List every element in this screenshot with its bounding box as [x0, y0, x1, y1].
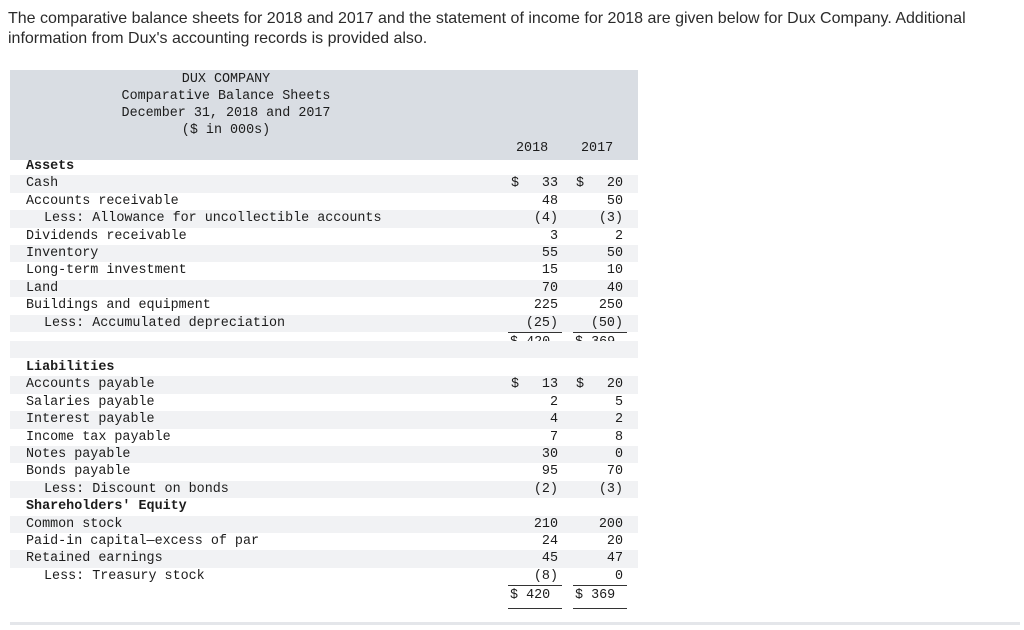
table-row: [10, 262, 638, 279]
column-2017: 2017: [581, 141, 614, 156]
table-row: [10, 245, 638, 262]
value-2018: 30: [541, 447, 558, 462]
value-2018: (2): [533, 481, 558, 497]
value-2017: 0: [614, 447, 623, 462]
row-label: Common stock: [26, 516, 123, 532]
table-row: [10, 193, 638, 210]
value-2018: 7: [549, 429, 558, 445]
value-2017: (50): [590, 315, 623, 331]
table-row: [10, 429, 638, 446]
row-label: Accounts payable: [26, 377, 155, 393]
table-row: [10, 446, 638, 463]
double-underline-2018: [508, 608, 562, 609]
value-2017: 0: [614, 568, 623, 584]
blank-row: [10, 341, 638, 358]
value-2018: 3: [549, 228, 558, 244]
value-2018: 48: [541, 193, 558, 209]
row-label: Buildings and equipment: [26, 298, 211, 314]
value-2018: (8): [533, 568, 558, 584]
problem-intro-text: The comparative balance sheets for 2018 and 2017 and the statement of income for 2018 are given below for Dux Company. Additional information from Dux's accounting records is provided also.: [8, 10, 966, 47]
currency-sign-2017: $: [576, 176, 585, 192]
balance-sheet-table: [10, 70, 638, 622]
row-label: Income tax payable: [26, 429, 171, 445]
value-2017: 47: [606, 551, 623, 567]
row-label: Salaries payable: [26, 394, 155, 410]
table-row: [10, 315, 638, 332]
row-label: Cash: [26, 176, 59, 192]
table-row: [10, 568, 638, 585]
row-label: Less: Discount on bonds: [44, 481, 229, 497]
table-row: [10, 481, 638, 498]
underline-2017: [573, 332, 627, 333]
table-row: [10, 376, 638, 393]
value-2018: 95: [541, 464, 558, 480]
row-label: Paid-in capital—excess of par: [26, 534, 260, 549]
equity-heading-row: [10, 498, 638, 515]
value-2017: 2: [614, 412, 623, 428]
row-label: Long-term investment: [26, 263, 187, 279]
company-name: DUX COMPANY: [181, 72, 271, 87]
value-2017: 5: [614, 394, 623, 410]
total-2018: $ 420: [510, 588, 551, 604]
table-row: [10, 175, 638, 192]
value-2017: 2: [614, 228, 623, 244]
value-2018: (25): [525, 315, 558, 331]
value-2017: 20: [606, 377, 623, 393]
bottom-divider: [10, 622, 1020, 625]
value-2018: 24: [541, 534, 558, 549]
currency-sign-2018: $: [511, 176, 520, 192]
row-label: Interest payable: [26, 412, 155, 428]
underline-2018: [508, 332, 562, 333]
value-2018: 4: [549, 412, 558, 428]
value-2018: 13: [541, 377, 558, 393]
value-2017: 10: [606, 263, 623, 279]
row-label: Less: Accumulated depreciation: [44, 315, 286, 331]
table-row: [10, 280, 638, 297]
assets-heading-row: [10, 158, 638, 175]
liabilities-equity-total-row: [10, 587, 638, 604]
value-2018: 210: [533, 516, 558, 532]
column-2018: 2018: [516, 141, 549, 156]
table-row: [10, 411, 638, 428]
liabilities-heading-row: [10, 359, 638, 376]
value-2017: 200: [598, 516, 623, 532]
liabilities-heading: Liabilities: [26, 360, 115, 375]
table-row: [10, 394, 638, 411]
row-label: Accounts receivable: [26, 193, 179, 209]
value-2017: 250: [598, 298, 623, 314]
column-header-row: [10, 140, 638, 160]
table-row: [10, 228, 638, 245]
table-row: [10, 463, 638, 480]
assets-heading: Assets: [26, 159, 75, 174]
value-2018: 55: [541, 246, 558, 261]
value-2017: 20: [606, 176, 623, 192]
row-label: Less: Allowance for uncollectible accounts: [44, 211, 382, 227]
row-label: Land: [26, 280, 59, 296]
value-2017: (3): [598, 211, 623, 227]
value-2017: 20: [606, 534, 623, 549]
statement-date: December 31, 2018 and 2017: [121, 106, 331, 121]
table-row: [10, 297, 638, 314]
row-label: Bonds payable: [26, 464, 131, 480]
table-row: [10, 533, 638, 550]
value-2017: 50: [606, 193, 623, 209]
underline-2017: [573, 585, 627, 586]
row-label: Less: Treasury stock: [44, 568, 205, 584]
total-2017: $ 369: [575, 588, 616, 604]
equity-heading: Shareholders' Equity: [26, 499, 187, 515]
row-label: Inventory: [26, 246, 99, 261]
double-underline-2017: [573, 608, 627, 609]
unit-note: ($ in 000s): [181, 123, 271, 138]
table-row: [10, 516, 638, 533]
statement-title: Comparative Balance Sheets: [121, 89, 331, 104]
value-2017: 50: [606, 246, 623, 261]
value-2018: (4): [533, 211, 558, 227]
table-row: [10, 550, 638, 567]
currency-sign-2018: $: [511, 377, 520, 393]
value-2017: 70: [606, 464, 623, 480]
value-2017: (3): [598, 481, 623, 497]
value-2018: 45: [541, 551, 558, 567]
row-label: Retained earnings: [26, 551, 163, 567]
value-2017: 40: [606, 280, 623, 296]
value-2018: 2: [549, 394, 558, 410]
value-2018: 15: [541, 263, 558, 279]
row-label: Notes payable: [26, 447, 131, 462]
underline-2018: [508, 585, 562, 586]
value-2018: 33: [541, 176, 558, 192]
value-2017: 8: [614, 429, 623, 445]
row-label: Dividends receivable: [26, 228, 187, 244]
table-row: [10, 210, 638, 227]
currency-sign-2017: $: [576, 377, 585, 393]
value-2018: 225: [533, 298, 558, 314]
value-2018: 70: [541, 280, 558, 296]
